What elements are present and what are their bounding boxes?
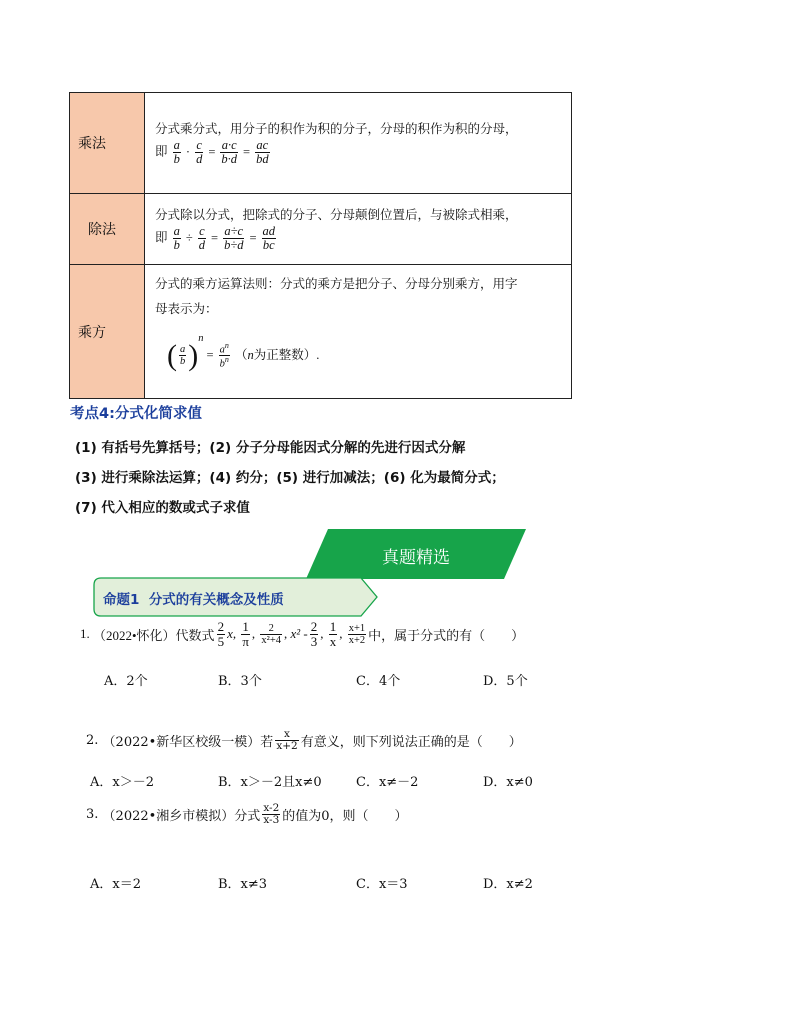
q2-source: （2022•新华区校级一模）若 bbox=[102, 735, 274, 751]
fraction: $\frac{x}{x+2}$ bbox=[276, 728, 298, 753]
fraction: $\frac{2}{\text{x²+4}}$ bbox=[261, 622, 281, 646]
multiply-formula: 即 $\frac{a}{b}$ · $\frac{c}{d}$ = $\frac{a\cdot c}{b\cdot d}$ = $\frac{ac}{bd}$ bbox=[155, 137, 269, 166]
q1-tail: 中，属于分式的有（ ） bbox=[368, 627, 525, 643]
section-banner bbox=[306, 529, 526, 579]
operations-table bbox=[69, 92, 572, 399]
proposition-header bbox=[93, 577, 379, 617]
banner-label: 真题精选 bbox=[382, 548, 450, 568]
fraction: $\frac{x-2}{x-3}$ bbox=[263, 802, 280, 827]
row-label-multiply: 乘法 bbox=[70, 93, 145, 194]
power-rule-text-1: 分式的乘方运算法则：分式的乘方是把分子、分母分别乘方，用字 bbox=[155, 276, 518, 291]
fraction: $\frac{a}{b}$ bbox=[173, 223, 180, 252]
fraction: $\frac{ac}{bd}$ bbox=[256, 137, 269, 166]
q3-option-b[interactable]: B．x≠3 bbox=[218, 877, 268, 892]
proposition-number: 命题1 bbox=[103, 592, 140, 608]
fraction: $\frac{a}{b}$ bbox=[180, 344, 186, 368]
q2-option-d[interactable]: D．x≠0 bbox=[483, 775, 533, 790]
q1-option-d[interactable]: D．5个 bbox=[483, 674, 528, 689]
question-2 bbox=[86, 729, 522, 752]
row-label-power: 乘方 bbox=[70, 265, 145, 399]
fraction: $\frac{a^n}{b^n}$ bbox=[219, 340, 229, 370]
fraction: $\frac{2}{5}$ bbox=[217, 619, 225, 649]
q3-tail: 的值为0，则（ ） bbox=[282, 809, 408, 825]
fraction: $\frac{a}{b}$ bbox=[173, 137, 180, 166]
fraction: $\frac{ad}{bc}$ bbox=[262, 223, 276, 252]
fraction: $\frac{a\cdot c}{b\cdot d}$ bbox=[221, 137, 237, 166]
fraction: $\frac{x+1}{x+2}$ bbox=[348, 622, 366, 646]
q1-option-c[interactable]: C．4个 bbox=[356, 674, 401, 689]
fraction: $\frac{1}{\pi}$ bbox=[242, 619, 249, 649]
kaodian-step-3: (7) 代入相应的数或式子求值 bbox=[75, 500, 250, 516]
fraction: $\frac{c}{d}$ bbox=[196, 137, 203, 166]
row-label-divide: 除法 bbox=[70, 194, 145, 265]
q3-option-c[interactable]: C．x＝3 bbox=[356, 877, 408, 892]
q3-source: （2022•湘乡市模拟）分式 bbox=[102, 809, 261, 825]
fraction: $\frac{a\div c}{b\div d}$ bbox=[224, 223, 244, 252]
fraction: $\frac{c}{d}$ bbox=[198, 223, 206, 252]
q2-option-c[interactable]: C．x≠－2 bbox=[356, 775, 419, 790]
q2-tail: 有意义，则下列说法正确的是（ ） bbox=[300, 735, 522, 751]
q3-option-d[interactable]: D．x≠2 bbox=[483, 877, 533, 892]
kaodian-step-1: (1) 有括号先算括号；(2) 分子分母能因式分解的先进行因式分解 bbox=[75, 440, 466, 456]
fraction: $\frac{1}{x}$ bbox=[329, 619, 337, 649]
divide-rule-text: 分式除以分式，把除式的分子、分母颠倒位置后，与被除式相乘， bbox=[155, 207, 518, 222]
row-body-multiply bbox=[145, 93, 572, 194]
multiply-rule-text: 分式乘分式，用分子的积作为积的分子，分母的积作为积的分母， bbox=[155, 121, 518, 136]
q1-source: （2022•怀化）代数式 bbox=[93, 627, 215, 643]
question-3 bbox=[86, 803, 408, 826]
q1-option-a[interactable]: A．2个 bbox=[104, 674, 148, 689]
ji-label: 即 bbox=[155, 144, 168, 159]
ji-label: 即 bbox=[155, 230, 168, 245]
power-formula: ( $\frac{a}{b}$ )$^n$= $\frac{a^n}{b^n}$ （n为正整数）. bbox=[167, 331, 571, 379]
question-1: 1. （2022•怀化）代数式 $\frac{2}{5}$ x, $\frac{1}{\pi}$ , $\frac{2}{\text{x²+4}}$ , x² - $\frac{2}{3}$ , $\frac{1}{x}$ , $\frac{x+1}{x+2}$ 中，属于分式的有（ ） bbox=[80, 619, 525, 649]
q3-number: 3. bbox=[86, 807, 99, 823]
divide-formula: 即 $\frac{a}{b}$ ÷ $\frac{c}{d}$ = $\frac{a\div c}{b\div d}$ = $\frac{ad}{bc}$ bbox=[155, 223, 276, 252]
proposition-text bbox=[103, 588, 284, 608]
power-rule-text-2: 母表示为： bbox=[155, 300, 218, 316]
proposition-title: 分式的有关概念及性质 bbox=[148, 592, 284, 608]
kaodian-title: 考点4:分式化简求值 bbox=[70, 406, 202, 422]
fraction: $\frac{2}{3}$ bbox=[310, 619, 318, 649]
q1-number: 1. bbox=[80, 626, 90, 642]
kaodian-step-2: (3) 进行乘除法运算；(4) 约分；(5) 进行加减法；(6) 化为最简分式； bbox=[75, 470, 505, 486]
row-body-power bbox=[145, 265, 572, 399]
q2-option-a[interactable]: A．x＞－2 bbox=[90, 775, 154, 790]
q1-option-b[interactable]: B．3个 bbox=[218, 674, 262, 689]
q2-option-b[interactable]: B．x＞－2且x≠0 bbox=[218, 775, 322, 790]
q2-number: 2. bbox=[86, 733, 99, 749]
right-paren: ) bbox=[188, 339, 199, 373]
q3-option-a[interactable]: A．x＝2 bbox=[90, 877, 141, 892]
left-paren: ( bbox=[167, 339, 177, 373]
row-body-divide bbox=[145, 194, 572, 265]
